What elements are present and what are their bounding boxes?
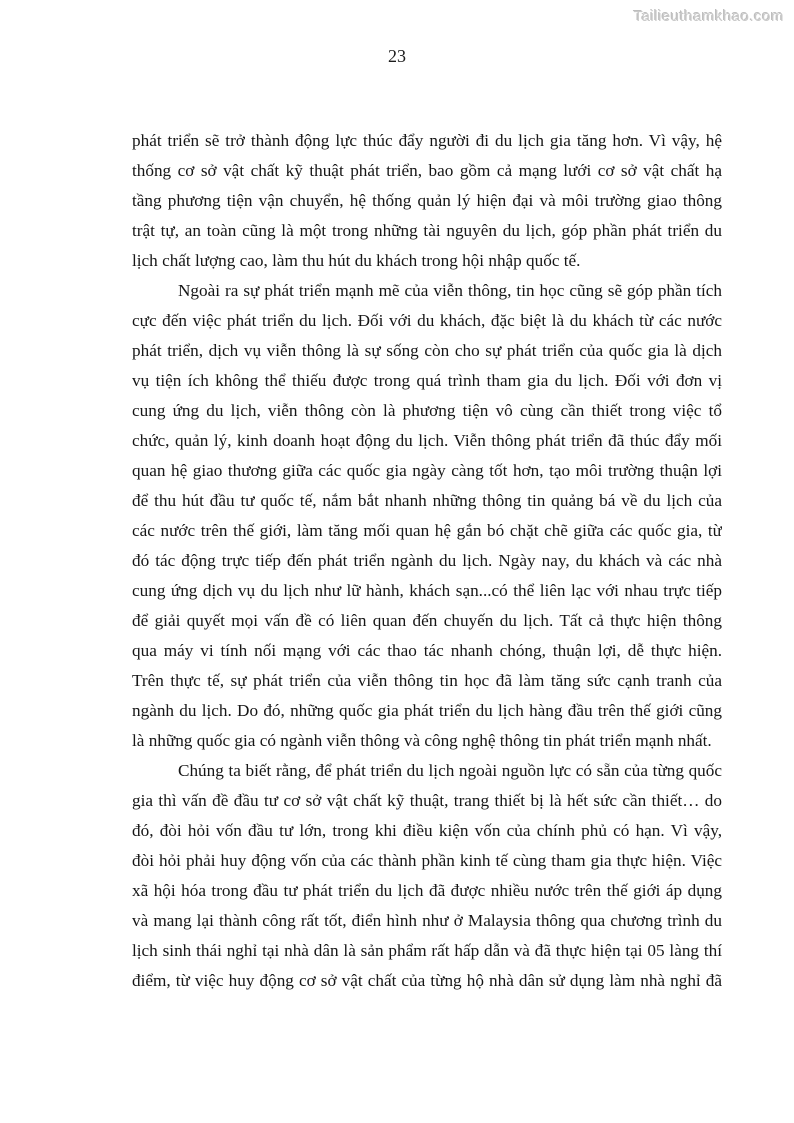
text-line: và mang lại thành công rất tốt, điển hình như ở Malaysia thông qua chương trình du <box>132 911 722 930</box>
text-line: phát triển sẽ trở thành động lực thúc đẩy người đi du lịch gia tăng hơn. Vì vậy, hệ <box>132 131 722 150</box>
text-line: là những quốc gia có ngành viễn thông và công nghệ thông tin phát triển mạnh nhất. <box>132 731 712 750</box>
text-line: ngành du lịch. Do đó, những quốc gia phát triển du lịch hàng đầu trên thế giới cũng <box>132 701 722 720</box>
text-line: đó, đòi hỏi vốn đầu tư lớn, trong khi điều kiện vốn của chính phủ có hạn. Vì vậy, <box>132 821 722 840</box>
body-text <box>132 126 722 996</box>
text-line: quan hệ giao thương giữa các quốc gia ngày càng tốt hơn, tạo môi trường thuận lợi <box>132 461 722 480</box>
text-line: tầng phương tiện vận chuyển, hệ thống quản lý hiện đại và môi trường giao thông <box>132 191 722 210</box>
text-line: thống cơ sở vật chất kỹ thuật phát triển, bao gồm cả mạng lưới cơ sở vật chất hạ <box>132 161 722 180</box>
text-line: gia thì vấn đề đầu tư cơ sở vật chất kỹ thuật, trang thiết bị là hết sức cần thiết… do <box>132 791 722 810</box>
text-line: phát triển, dịch vụ viễn thông là sự sống còn cho sự phát triển của quốc gia là dịch <box>132 341 722 360</box>
paragraph <box>132 126 722 276</box>
text-line: đó tác động trực tiếp đến phát triển ngành du lịch. Ngày nay, du khách và các nhà <box>132 551 722 570</box>
text-line: các nước trên thế giới, làm tăng mối quan hệ gắn bó chặt chẽ giữa các quốc gia, từ <box>132 521 722 540</box>
text-line: Trên thực tế, sự phát triển của viễn thông tin học đã làm tăng sức cạnh tranh của <box>132 671 722 690</box>
text-line: chức, quản lý, kinh doanh hoạt động du lịch. Viễn thông phát triển đã thúc đẩy mối <box>132 431 722 450</box>
paragraph <box>132 276 722 756</box>
text-line: xã hội hóa trong đầu tư phát triển du lịch đã được nhiều nước trên thế giới áp dụng <box>132 881 722 900</box>
text-line: điểm, từ việc huy động cơ sở vật chất của từng hộ nhà dân sử dụng làm nhà nghỉ đã <box>132 971 722 990</box>
paragraph <box>132 756 722 996</box>
text-line: cung ứng du lịch, viễn thông còn là phương tiện vô cùng cần thiết trong việc tổ <box>132 401 722 420</box>
watermark: Tailieuthamkhao.com <box>633 8 784 25</box>
text-line: lịch chất lượng cao, làm thu hút du khách trong hội nhập quốc tế. <box>132 251 581 270</box>
text-line: qua máy vi tính nối mạng với các thao tác nhanh chóng, thuận lợi, dễ thực hiện. <box>132 641 722 660</box>
text-line: vụ tiện ích không thể thiếu được trong quá trình tham gia du lịch. Đối với đơn vị <box>132 371 722 390</box>
text-line: Chúng ta biết rằng, để phát triển du lịch ngoài nguồn lực có sẵn của từng quốc <box>178 761 722 780</box>
text-line: để thu hút đầu tư quốc tế, nắm bắt nhanh những thông tin quảng bá về du lịch của <box>132 491 722 510</box>
text-line: cung ứng dịch vụ du lịch như lữ hành, khách sạn...có thể liên lạc với nhau trực tiếp <box>132 581 722 600</box>
text-line: Ngoài ra sự phát triển mạnh mẽ của viễn thông, tin học cũng sẽ góp phần tích <box>178 281 722 300</box>
text-line: đòi hỏi phải huy động vốn của các thành phần kinh tế cùng tham gia thực hiện. Việc <box>132 851 722 870</box>
page-number: 23 <box>388 46 406 66</box>
text-line: cực đến việc phát triển du lịch. Đối với du khách, đặc biệt là du khách từ các nước <box>132 311 722 330</box>
text-line: trật tự, an toàn cũng là một trong những tài nguyên du lịch, góp phần phát triển du <box>132 221 722 240</box>
text-line: để giải quyết mọi vấn đề có liên quan đến chuyến du lịch. Tất cả thực hiện thông <box>132 611 722 630</box>
text-line: lịch sinh thái nghỉ tại nhà dân là sản phẩm rất hấp dẫn và đã thực hiện tại 05 làng thí <box>132 941 722 960</box>
